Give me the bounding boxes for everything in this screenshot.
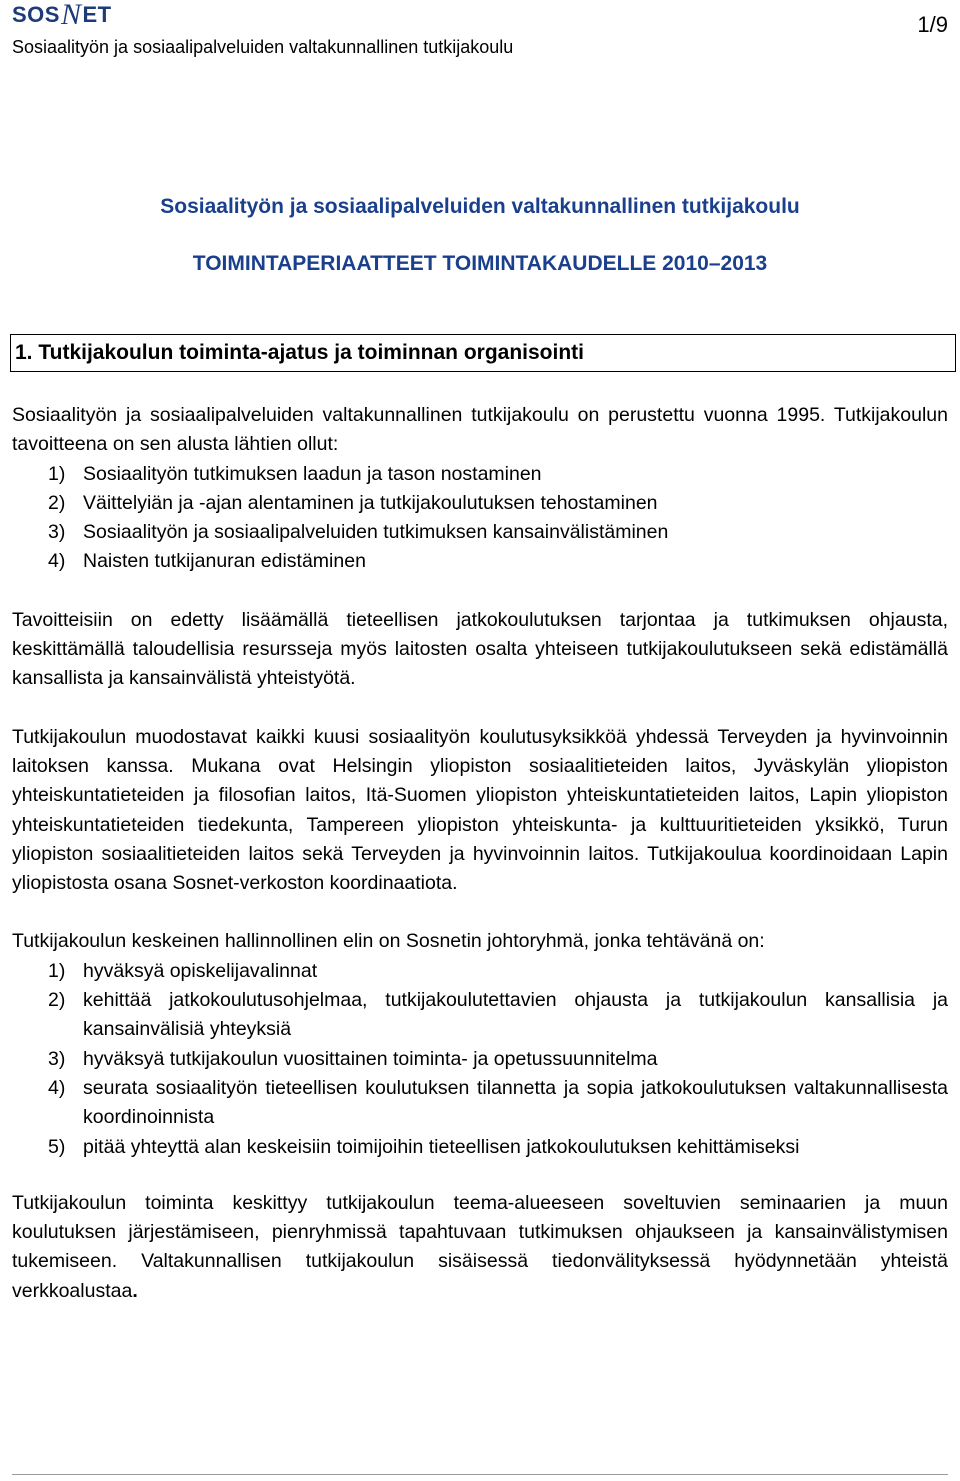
list-number: 4) xyxy=(48,1076,66,1099)
activities-end: . xyxy=(132,1279,138,1302)
logo-text-left: SOS xyxy=(12,2,60,27)
list-text: Väittelyiän ja -ajan alentaminen ja tutkijakoulutuksen tehostaminen xyxy=(83,491,658,514)
list-item xyxy=(12,547,948,576)
section-body xyxy=(12,401,948,1306)
footer-divider xyxy=(12,1474,948,1475)
list-item xyxy=(12,986,948,1045)
list-text: kehittää jatkokoulutusohjelmaa, tutkijakoulutettavien ohjausta ja tutkijakoulun kansallisia ja kansainvälisiä yhteyksiä xyxy=(83,989,948,1041)
list-text: pitää yhteyttä alan keskeisiin toimijoihin tieteellisen jatkokoulutuksen kehittämiseksi xyxy=(83,1135,800,1158)
document-title: Sosiaalityön ja sosiaalipalveluiden valtakunnallinen tutkijakoulu xyxy=(160,195,800,218)
running-header-title: Sosiaalityön ja sosiaalipalveluiden valtakunnallinen tutkijakoulu xyxy=(12,37,514,57)
activities-text: Tutkijakoulun toiminta keskittyy tutkijakoulun teema-alueeseen soveltuvien seminaarien ja muun koulutuksen järjestämiseen, pienryhmissä tapahtuvaan tutkimuksen ohjaukseen ja kansainvälistymisen tukemiseen. Valtakunnallisen tutkijakoulun sisäisessä tiedonvälityksessä hyödynnetään yhteistä verkkoalustaa xyxy=(12,1191,948,1302)
document-subtitle: TOIMINTAPERIAATTEET TOIMINTAKAUDELLE 2010–2013 xyxy=(192,252,768,275)
paragraph-board: Tutkijakoulun keskeinen hallinnollinen elin on Sosnetin johtoryhmä, jonka tehtävänä on: xyxy=(12,930,765,953)
goals-list xyxy=(12,460,948,577)
list-item xyxy=(12,518,948,547)
list-text: seurata sosiaalityön tieteellisen koulutuksen tilannetta ja sopia jatkokoulutuksen valtakunnallisesta koordinoinnista xyxy=(83,1076,948,1129)
list-text: Sosiaalityön ja sosiaalipalveluiden tutkimuksen kansainvälistäminen xyxy=(83,521,669,544)
list-text: hyväksyä tutkijakoulun vuosittainen toiminta- ja opetussuunnitelma xyxy=(83,1047,658,1070)
sosnet-logo xyxy=(12,0,112,31)
list-text: hyväksyä opiskelijavalinnat xyxy=(83,959,318,982)
list-number: 2) xyxy=(48,491,66,514)
logo-text-right: ET xyxy=(82,2,112,27)
list-item xyxy=(12,1133,948,1162)
list-item xyxy=(12,957,948,986)
logo-text-mid: N xyxy=(60,0,82,31)
paragraph-activities xyxy=(12,1189,948,1306)
intro-paragraph: Sosiaalityön ja sosiaalipalveluiden valtakunnallinen tutkijakoulu on perustettu vuonna 1995. Tutkijakoulun tavoitteena on sen alusta lähtien ollut: xyxy=(12,404,948,456)
list-item xyxy=(12,1074,948,1133)
list-number: 1) xyxy=(48,959,66,982)
list-number: 4) xyxy=(48,550,66,573)
page-number: 1/9 xyxy=(917,12,948,37)
list-number: 2) xyxy=(48,989,66,1012)
list-text: Sosiaalityön tutkimuksen laadun ja tason nostaminen xyxy=(83,462,542,485)
list-number: 5) xyxy=(48,1135,66,1158)
section-heading: 1. Tutkijakoulun toiminta-ajatus ja toiminnan organisointi xyxy=(10,334,956,372)
list-text: Naisten tutkijanuran edistäminen xyxy=(83,550,366,573)
tasks-list xyxy=(12,957,948,1162)
paragraph-goals-progress: Tavoitteisiin on edetty lisäämällä tieteellisen jatkokoulutuksen tarjontaa ja tutkimuksen ohjausta, keskittämällä taloudellisia resursseja myös laitosten osalta yhteiseen tutkijakoulutukseen sekä edistämällä kansallista ja kansainvälistä yhteistyötä. xyxy=(12,608,948,690)
list-number: 3) xyxy=(48,521,66,544)
list-number: 3) xyxy=(48,1047,66,1070)
list-item xyxy=(12,489,948,518)
list-item xyxy=(12,460,948,489)
list-item xyxy=(12,1045,948,1074)
list-number: 1) xyxy=(48,462,66,485)
paragraph-members: Tutkijakoulun muodostavat kaikki kuusi sosiaalityön koulutusyksikköä yhdessä Terveyden ja hyvinvoinnin laitoksen kanssa. Mukana ovat Helsingin yliopiston sosiaalitieteiden laitos, Jyväskylän yliopiston yhteiskuntatieteiden ja filosofian laitos, Itä-Suomen yliopiston yhteiskuntatieteiden laitos, Lapin yliopiston yhteiskuntatieteiden tiedekunta, Tampereen yliopiston yhteiskunta- ja kulttuuritieteiden yksikkö, Turun yliopiston sosiaalitieteiden laitos sekä Terveyden ja hyvinvoinnin laitos. Tutkijakoulua koordinoidaan Lapin yliopistosta osana Sosnet-verkoston koordinaatiota. xyxy=(12,725,948,895)
